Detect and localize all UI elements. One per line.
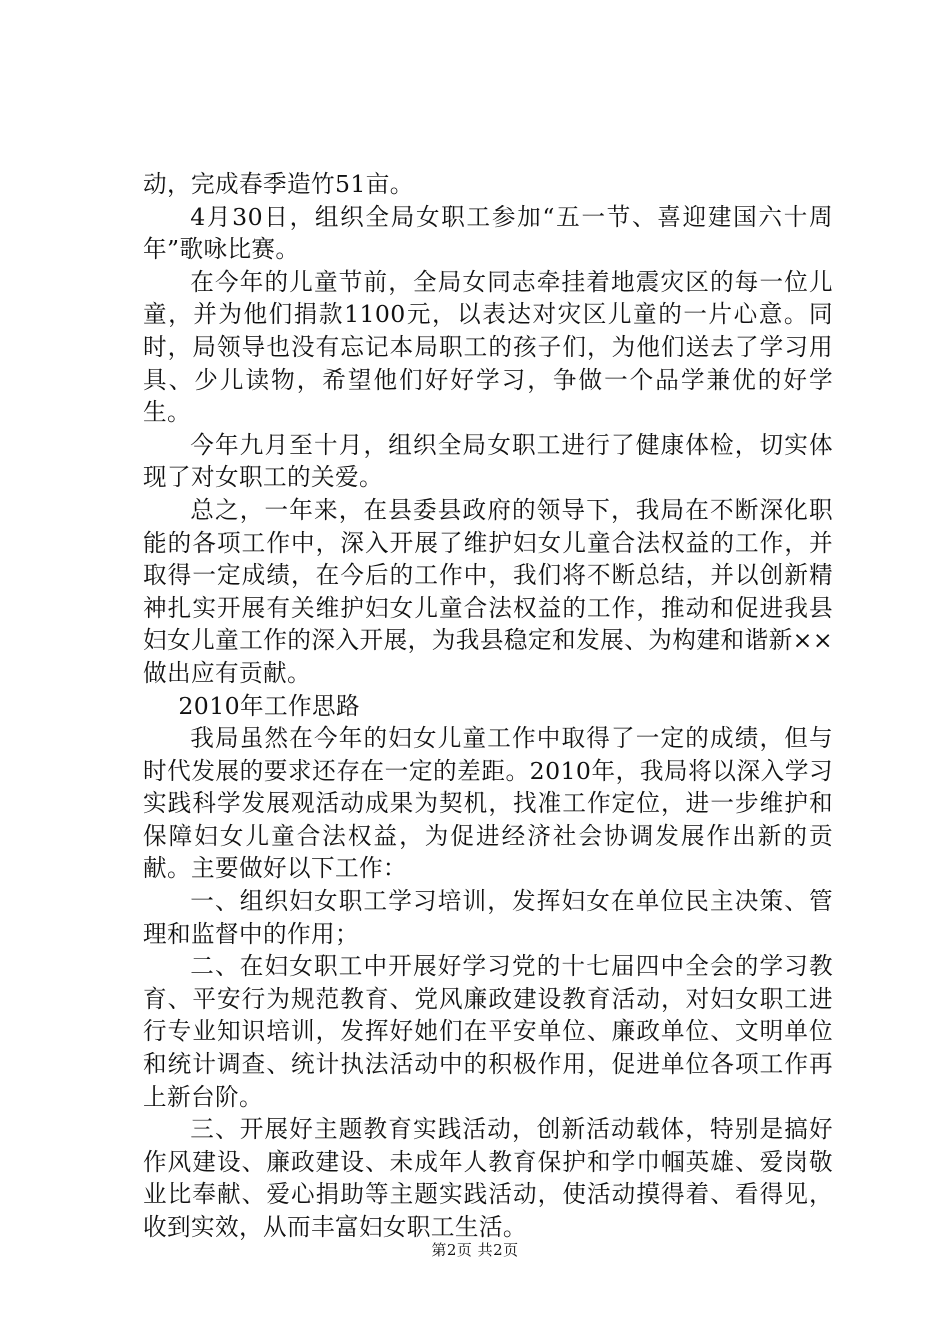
paragraph-2010-intro: 我局虽然在今年的妇女儿童工作中取得了一定的成绩，但与时代发展的要求还存在一定的差距。2010年，我局将以深入学习实践科学发展观活动成果为契机，找准工作定位，进一步维护和保障妇女儿童合法权益，为促进经济社会协调发展作出新的贡献。主要做好以下工作： bbox=[143, 724, 833, 883]
list-item-2: 二、在妇女职工中开展好学习党的十七届四中全会的学习教育、平安行为规范教育、党风廉政建设教育活动，对妇女职工进行专业知识培训，发挥好她们在平安单位、廉政单位、文明单位和统计调查、统计执法活动中的积极作用，促进单位各项工作再上新台阶。 bbox=[143, 952, 833, 1111]
paragraph-summary: 总之，一年来，在县委县政府的领导下，我局在不断深化职能的各项工作中，深入开展了维护妇女儿童合法权益的工作，并取得一定成绩，在今后的工作中，我们将不断总结，并以创新精神扎实开展有关维护妇女儿童合法权益的工作，推动和促进我县妇女儿童工作的深入开展，为我县稳定和发展、为构建和谐新××做出应有贡献。 bbox=[143, 495, 833, 687]
paragraph-health-check: 今年九月至十月，组织全局女职工进行了健康体检，切实体现了对女职工的关爱。 bbox=[143, 430, 833, 492]
list-item-1: 一、组织妇女职工学习培训，发挥妇女在单位民主决策、管理和监督中的作用； bbox=[143, 887, 833, 948]
paragraph-continuation: 动，完成春季造竹51亩。 bbox=[143, 170, 414, 198]
paragraph-childrens-day: 在今年的儿童节前，全局女同志牵挂着地震灾区的每一位儿童，并为他们捐款1100元，以表达对灾区儿童的一片心意。同时，局领导也没有忘记本局职工的孩子们，为他们送去了学习用具、少儿读物，希望他们好好学习，争做一个品学兼优的好学生。 bbox=[143, 267, 833, 427]
document-body bbox=[143, 168, 833, 1244]
paragraph-singing-contest: 4月30日，组织全局女职工参加“五一节、喜迎建国六十周年”歌咏比赛。 bbox=[143, 202, 833, 264]
list-item-3: 三、开展好主题教育实践活动，创新活动载体，特别是搞好作风建设、廉政建设、未成年人教育保护和学巾帼英雄、爱岗敬业比奉献、爱心捐助等主题实践活动，使活动摸得着、看得见，收到实效，从而丰富妇女职工生活。 bbox=[143, 1115, 833, 1241]
page-footer: 第2页 共2页 bbox=[431, 1241, 519, 1259]
section-heading-2010-plan: 2010年工作思路 bbox=[178, 691, 361, 720]
